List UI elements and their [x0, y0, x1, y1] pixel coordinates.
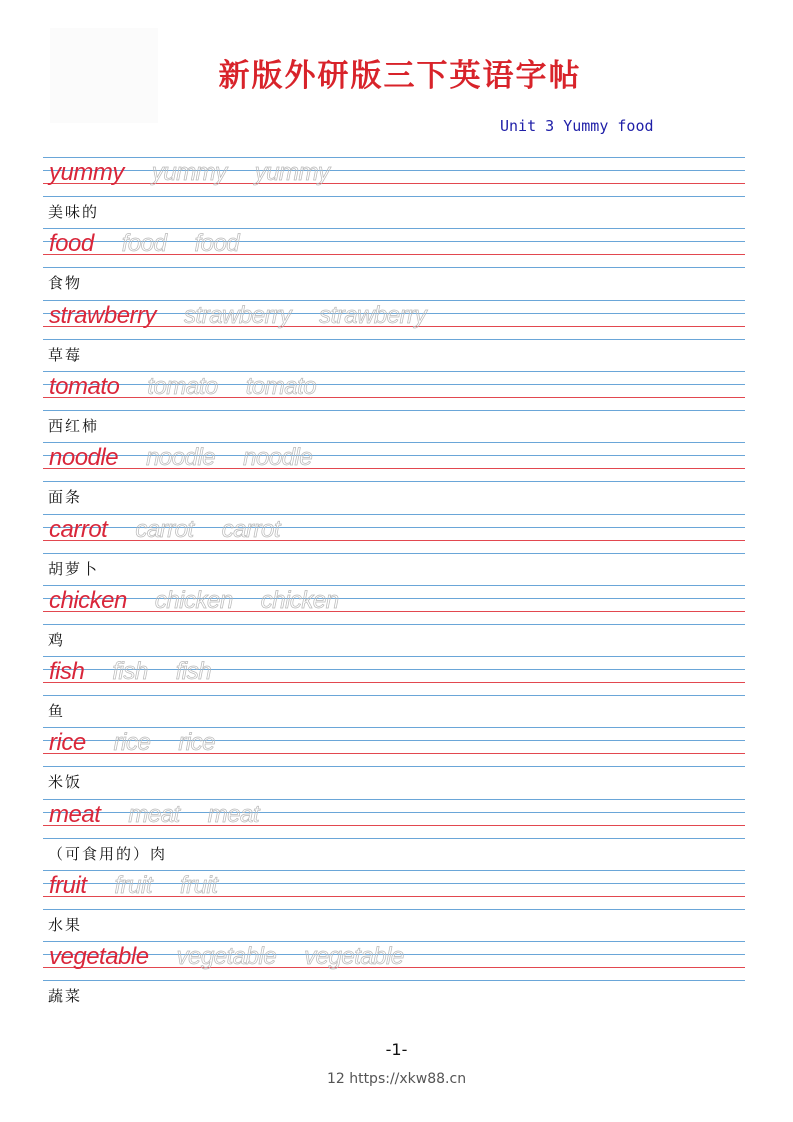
guide-line-bottom [43, 410, 745, 411]
guide-line-bottom [43, 267, 745, 268]
word-row [43, 585, 745, 656]
word-row [43, 941, 745, 1012]
word-row [43, 799, 745, 870]
word-trace: vegetable [176, 943, 277, 971]
word-row [43, 514, 745, 585]
word-example: rice [49, 729, 86, 757]
word-practice [49, 230, 239, 258]
word-practice [49, 872, 218, 900]
word-example: carrot [49, 515, 108, 543]
word-translation: 鱼 [48, 702, 66, 721]
unit-subtitle: Unit 3 Yummy food [500, 117, 654, 135]
word-translation: 米饭 [48, 773, 83, 792]
guide-line-top [43, 585, 745, 586]
word-trace: tomato [147, 372, 218, 400]
word-practice [49, 373, 316, 401]
guide-line-top [43, 371, 745, 372]
word-trace: food [194, 230, 240, 258]
word-practice [49, 159, 330, 187]
guide-line-top [43, 228, 745, 229]
word-practice [49, 658, 211, 686]
word-trace: meat [128, 800, 180, 828]
word-example: meat [49, 800, 101, 828]
word-example: strawberry [49, 301, 157, 329]
word-practice [49, 943, 404, 971]
word-trace: food [121, 230, 167, 258]
word-row [43, 870, 745, 941]
word-example: fruit [49, 872, 87, 899]
word-row [43, 371, 745, 442]
guide-line-bottom [43, 553, 745, 554]
word-translation: 草莓 [48, 345, 83, 364]
source-watermark: 12 https://xkw88.cn [326, 1071, 467, 1087]
page-title: 新版外研版三下英语字帖 [218, 58, 582, 94]
word-example: fish [49, 658, 85, 686]
word-row [43, 228, 745, 299]
word-trace: noodle [146, 444, 216, 472]
word-row [43, 157, 745, 228]
word-example: food [49, 230, 94, 258]
word-practice [49, 516, 280, 544]
word-example: noodle [49, 444, 119, 472]
word-trace: carrot [221, 515, 281, 543]
guide-line-bottom [43, 339, 745, 340]
guide-line-bottom [43, 624, 745, 625]
word-translation: （可食用的）肉 [48, 844, 168, 863]
word-row [43, 727, 745, 798]
guide-line-top [43, 514, 745, 515]
guide-line-bottom [43, 695, 745, 696]
word-translation: 蔬菜 [48, 987, 83, 1006]
guide-line-top [43, 799, 745, 800]
word-practice [49, 302, 426, 330]
word-example: vegetable [49, 943, 149, 971]
guide-line-top [43, 157, 745, 158]
word-example: yummy [49, 159, 124, 186]
word-trace: strawberry [184, 301, 292, 329]
guide-line-bottom [43, 838, 745, 839]
word-practice [49, 801, 259, 829]
word-trace: fish [112, 658, 148, 686]
word-translation: 水果 [48, 916, 83, 934]
word-trace: meat [207, 800, 260, 828]
word-trace: fruit [180, 872, 218, 899]
word-translation: 西红柿 [48, 416, 100, 435]
word-trace: carrot [135, 515, 194, 543]
guide-line-top [43, 442, 745, 443]
word-trace: tomato [245, 372, 317, 400]
word-example: tomato [49, 372, 120, 400]
guide-line-top [43, 870, 745, 871]
word-trace: fish [175, 658, 212, 686]
word-translation: 胡萝卜 [48, 559, 100, 578]
guide-line-bottom [43, 481, 745, 482]
word-trace: chicken [154, 586, 233, 614]
word-practice [49, 444, 312, 472]
guide-line-top [43, 656, 745, 657]
word-trace: noodle [243, 444, 313, 472]
word-practice [49, 587, 339, 615]
word-trace: strawberry [319, 301, 427, 329]
word-trace: yummy [254, 159, 330, 186]
page-number: -1- [385, 1040, 408, 1059]
word-example: chicken [49, 586, 127, 614]
word-row [43, 300, 745, 371]
guide-line-bottom [43, 980, 745, 981]
word-row [43, 656, 745, 727]
guide-line-bottom [43, 766, 745, 767]
word-translation: 面条 [48, 488, 83, 507]
word-practice [49, 729, 215, 757]
word-trace: vegetable [304, 943, 404, 971]
word-translation: 鸡 [48, 630, 66, 649]
guide-line-top [43, 727, 745, 728]
word-translation: 食物 [48, 274, 83, 293]
word-row [43, 442, 745, 513]
word-trace: chicken [260, 586, 339, 614]
word-trace: rice [113, 729, 151, 757]
word-trace: yummy [151, 159, 227, 186]
word-trace: fruit [114, 872, 153, 899]
word-translation: 美味的 [48, 203, 100, 221]
guide-line-bottom [43, 196, 745, 197]
guide-line-top [43, 300, 745, 301]
word-trace: rice [178, 729, 216, 757]
guide-line-top [43, 941, 745, 942]
guide-line-bottom [43, 909, 745, 910]
